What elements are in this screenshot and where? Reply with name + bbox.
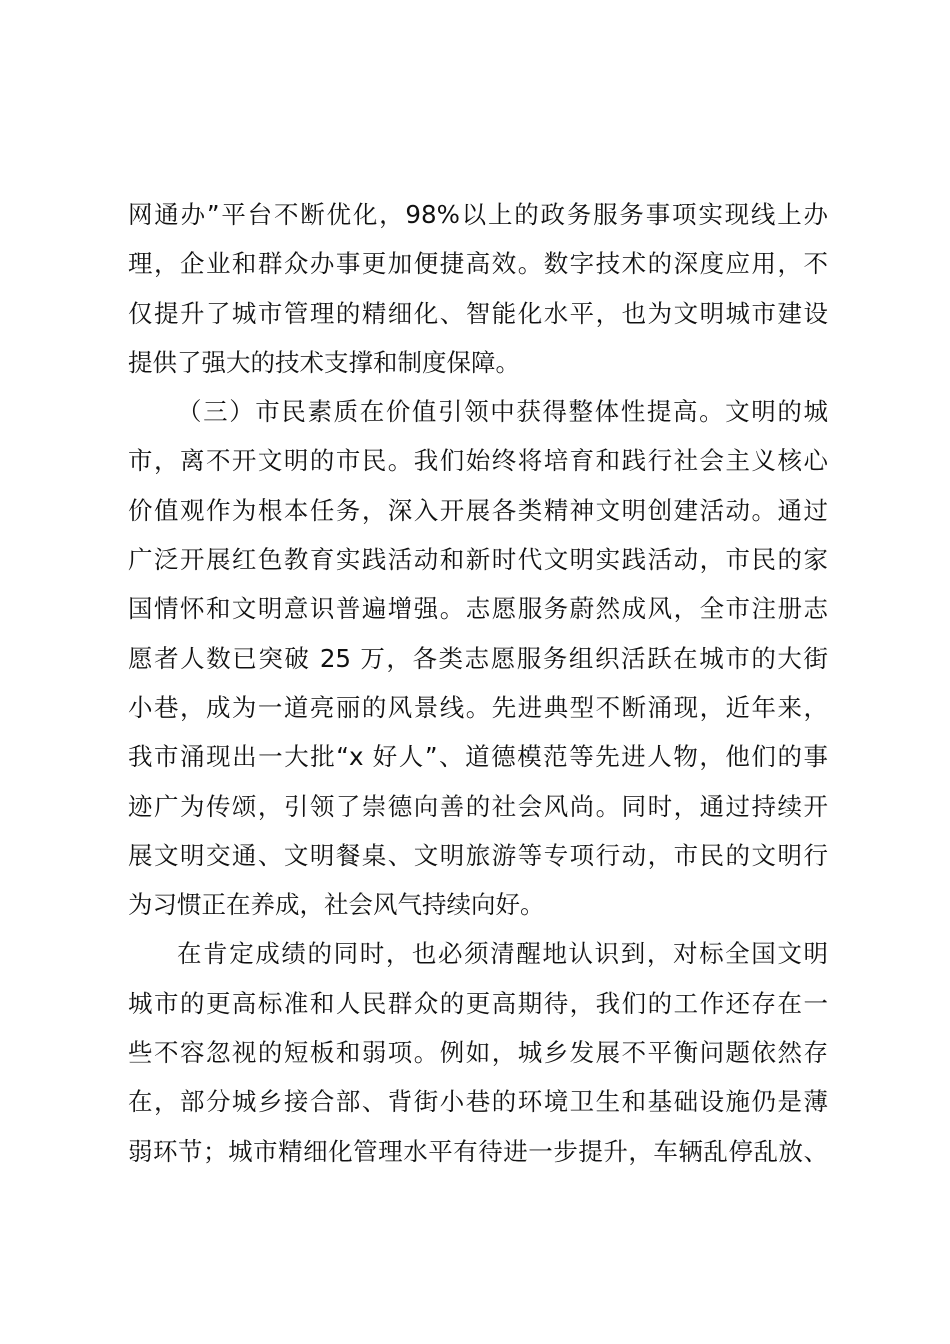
- section-heading-line: （三）市民素质在价值引领中获得整体性提高。文明的城: [177, 397, 828, 427]
- body-text: [128, 190, 828, 1176]
- text-line: 为习惯正在养成，社会风气持续向好。: [128, 890, 545, 920]
- text-line: 价值观作为根本任务，深入开展各类精神文明创建活动。通过: [128, 495, 828, 525]
- text-line: 愿者人数已突破 25 万，各类志愿服务组织活跃在城市的大街: [128, 643, 828, 673]
- text-line: 迹广为传颂，引领了崇德向善的社会风尚。同时，通过持续开: [128, 791, 828, 821]
- text-line: 在，部分城乡接合部、背街小巷的环境卫生和基础设施仍是薄: [128, 1087, 828, 1117]
- text-line: 广泛开展红色教育实践活动和新时代文明实践活动，市民的家: [128, 545, 828, 575]
- text-line: 些不容忽视的短板和弱项。例如，城乡发展不平衡问题依然存: [128, 1038, 828, 1068]
- text-line: 我市涌现出一大批“x 好人”、道德模范等先进人物，他们的事: [128, 742, 828, 772]
- text-line: 市，离不开文明的市民。我们始终将培育和践行社会主义核心: [128, 446, 828, 476]
- text-line: 理，企业和群众办事更加便捷高效。数字技术的深度应用，不: [128, 249, 828, 279]
- paragraph-first-line: 在肯定成绩的同时，也必须清醒地认识到，对标全国文明: [177, 939, 828, 969]
- text-line: 城市的更高标准和人民群众的更高期待，我们的工作还存在一: [128, 988, 828, 1018]
- text-line: 展文明交通、文明餐桌、文明旅游等专项行动，市民的文明行: [128, 840, 828, 870]
- text-line: 弱环节；城市精细化管理水平有待进一步提升，车辆乱停乱放、: [128, 1136, 828, 1166]
- text-line: 仅提升了城市管理的精细化、智能化水平，也为文明城市建设: [128, 298, 828, 328]
- text-line: 提供了强大的技术支撑和制度保障。: [128, 347, 520, 377]
- text-line: 网通办”平台不断优化，98%以上的政务服务事项实现线上办: [128, 200, 828, 229]
- text-line: 国情怀和文明意识普遍增强。志愿服务蔚然成风，全市注册志: [128, 594, 828, 624]
- text-line: 小巷，成为一道亮丽的风景线。先进典型不断涌现，近年来，: [128, 692, 828, 722]
